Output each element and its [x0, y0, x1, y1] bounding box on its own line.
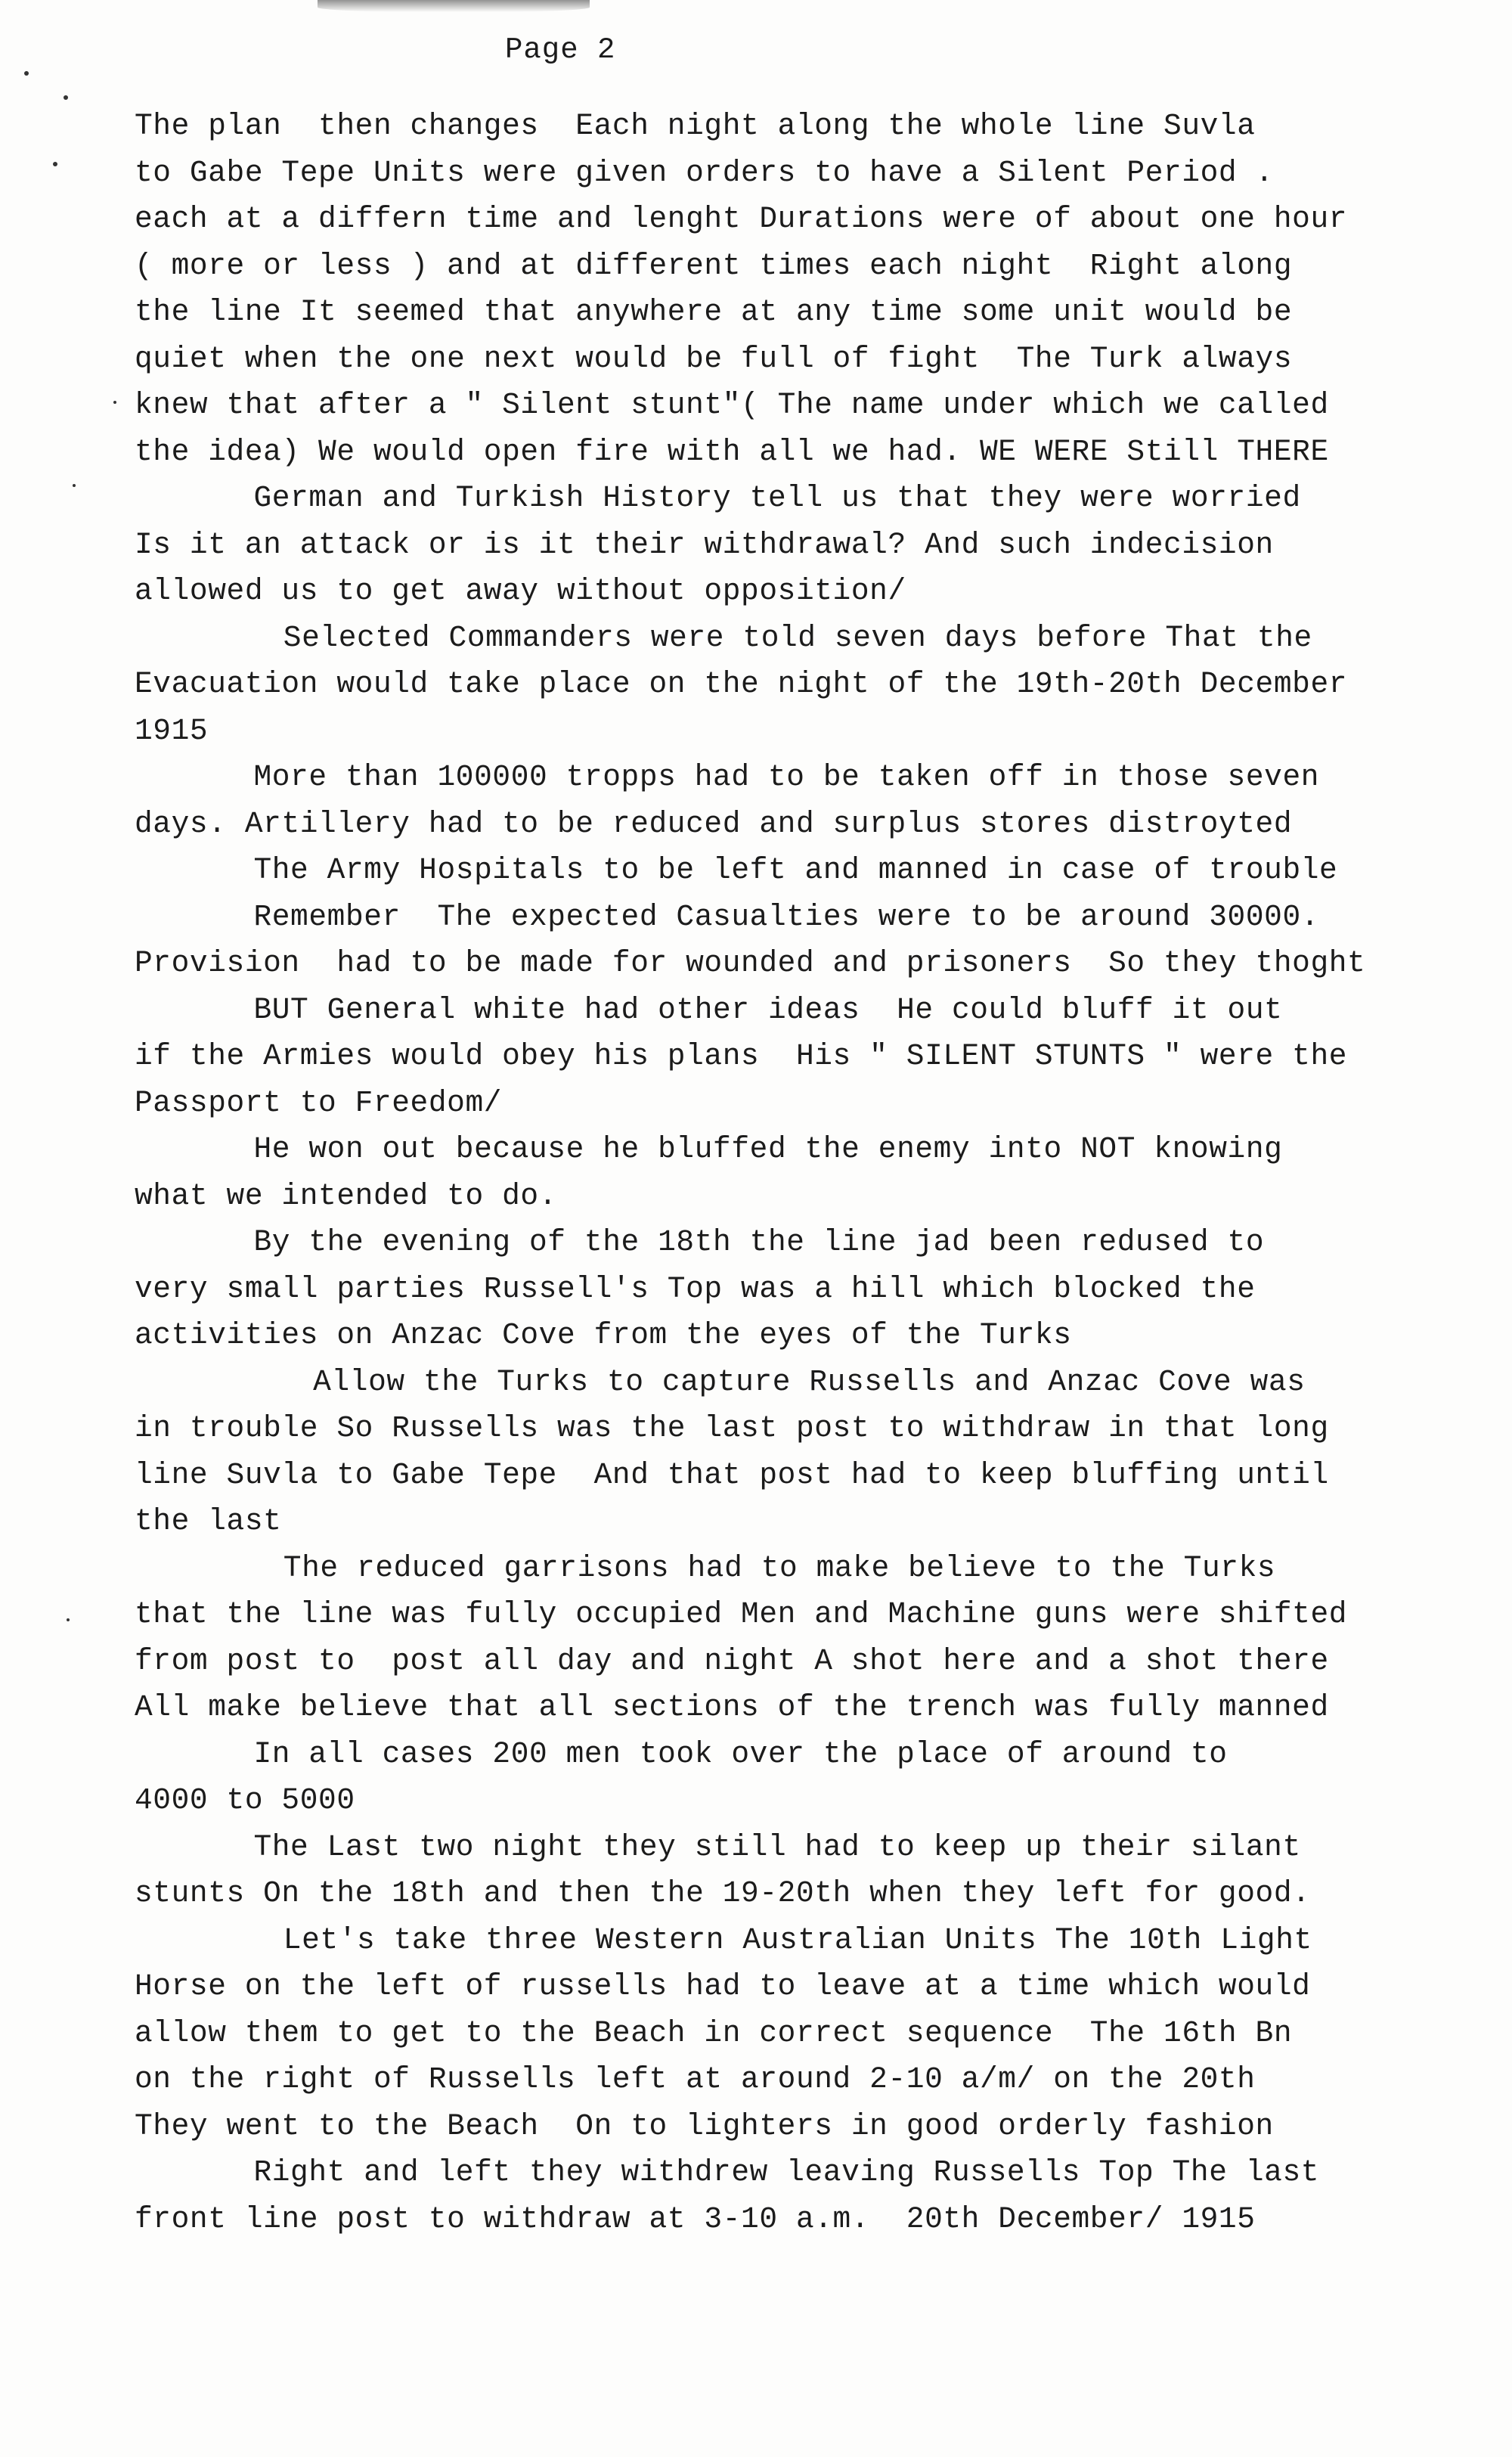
text-line: knew that after a " Silent stunt"( The name under which we called: [135, 388, 1329, 422]
text-line: that the line was fully occupied Men and Machine guns were shifted: [135, 1597, 1348, 1631]
text-line: the idea) We would open fire with all we had. WE WERE Still THERE: [135, 434, 1329, 469]
text-line: The reduced garrisons had to make believe to the Turks: [283, 1550, 1276, 1585]
text-line: In all cases 200 men took over the place of around to: [253, 1736, 1228, 1771]
text-line: He won out because he bluffed the enemy into NOT knowing: [253, 1132, 1283, 1166]
text-line: The Last two night they still had to keep up their silant: [253, 1829, 1301, 1864]
text-line: Let's take three Western Australian Units The 10th Light: [283, 1922, 1312, 1957]
scan-speck: [67, 1618, 70, 1621]
text-line: German and Turkish History tell us that they were worried: [253, 481, 1301, 515]
text-line: All make believe that all sections of the trench was fully manned: [135, 1690, 1329, 1724]
text-line: stunts On the 18th and then the 19-20th when they left for good.: [135, 1876, 1311, 1910]
text-line: to Gabe Tepe Units were given orders to have a Silent Period .: [135, 155, 1274, 190]
text-line: Is it an attack or is it their withdrawal? And such indecision: [135, 527, 1274, 562]
text-line: if the Armies would obey his plans His " SILENT STUNTS " were the: [135, 1039, 1348, 1073]
scan-smudge: [318, 0, 590, 12]
text-line: More than 100000 tropps had to be taken off in those seven: [253, 760, 1320, 794]
text-line: allowed us to get away without opposition/: [135, 574, 906, 608]
text-line: allow them to get to the Beach in correct sequence The 16th Bn: [135, 2015, 1293, 2050]
text-line: each at a differn time and lenght Durations were of about one hour: [135, 202, 1348, 236]
text-line: activities on Anzac Cove from the eyes of the Turks: [135, 1318, 1072, 1352]
text-line: Right and left they withdrew leaving Russells Top The last: [253, 2155, 1320, 2189]
text-line: Passport to Freedom/: [135, 1085, 503, 1120]
text-line: Selected Commanders were told seven days before That the: [283, 620, 1312, 655]
text-line: Provision had to be made for wounded and prisoners So they thoght: [135, 946, 1366, 980]
text-line: 4000 to 5000: [135, 1783, 355, 1817]
text-line: BUT General white had other ideas He could bluff it out: [253, 992, 1283, 1027]
text-line: By the evening of the 18th the line jad been redused to: [253, 1225, 1265, 1259]
text-line: Horse on the left of russells had to leave at a time which would: [135, 1969, 1311, 2003]
text-line: 1915: [135, 713, 209, 748]
text-line: on the right of Russells left at around 2-10 a/m/ on the 20th: [135, 2062, 1256, 2096]
text-line: line Suvla to Gabe Tepe And that post had to keep bluffing until: [135, 1457, 1329, 1492]
scan-speck: [113, 401, 116, 404]
text-line: from post to post all day and night A shot here and a shot there: [135, 1643, 1329, 1678]
text-line: in trouble So Russells was the last post to withdraw in that long: [135, 1411, 1329, 1445]
text-line: quiet when the one next would be full of fight The Turk always: [135, 341, 1293, 376]
text-line: the last: [135, 1504, 282, 1538]
text-line: ( more or less ) and at different times each night Right along: [135, 248, 1293, 283]
text-line: days. Artillery had to be reduced and surplus stores distroyted: [135, 806, 1293, 841]
text-line: the line It seemed that anywhere at any time some unit would be: [135, 295, 1293, 329]
scan-speck: [53, 162, 57, 166]
scan-speck: [73, 484, 76, 487]
scan-speck: [64, 95, 68, 100]
page-number: Page 2: [505, 33, 616, 67]
text-line: front line post to withdraw at 3-10 a.m. 20th December/ 1915: [135, 2201, 1256, 2236]
body-text: [135, 103, 1480, 2242]
scan-speck: [24, 71, 29, 76]
text-line: Allow the Turks to capture Russells and Anzac Cove was: [313, 1364, 1306, 1399]
text-line: They went to the Beach On to lighters in good orderly fashion: [135, 2108, 1274, 2143]
text-line: Remember The expected Casualties were to be around 30000.: [253, 899, 1320, 934]
text-line: very small parties Russell's Top was a hill which blocked the: [135, 1271, 1256, 1306]
text-line: what we intended to do.: [135, 1178, 557, 1213]
text-line: The Army Hospitals to be left and manned in case of trouble: [253, 853, 1338, 887]
text-line: The plan then changes Each night along the whole line Suvla: [135, 109, 1256, 143]
text-line: Evacuation would take place on the night of the 19th-20th December: [135, 667, 1348, 701]
